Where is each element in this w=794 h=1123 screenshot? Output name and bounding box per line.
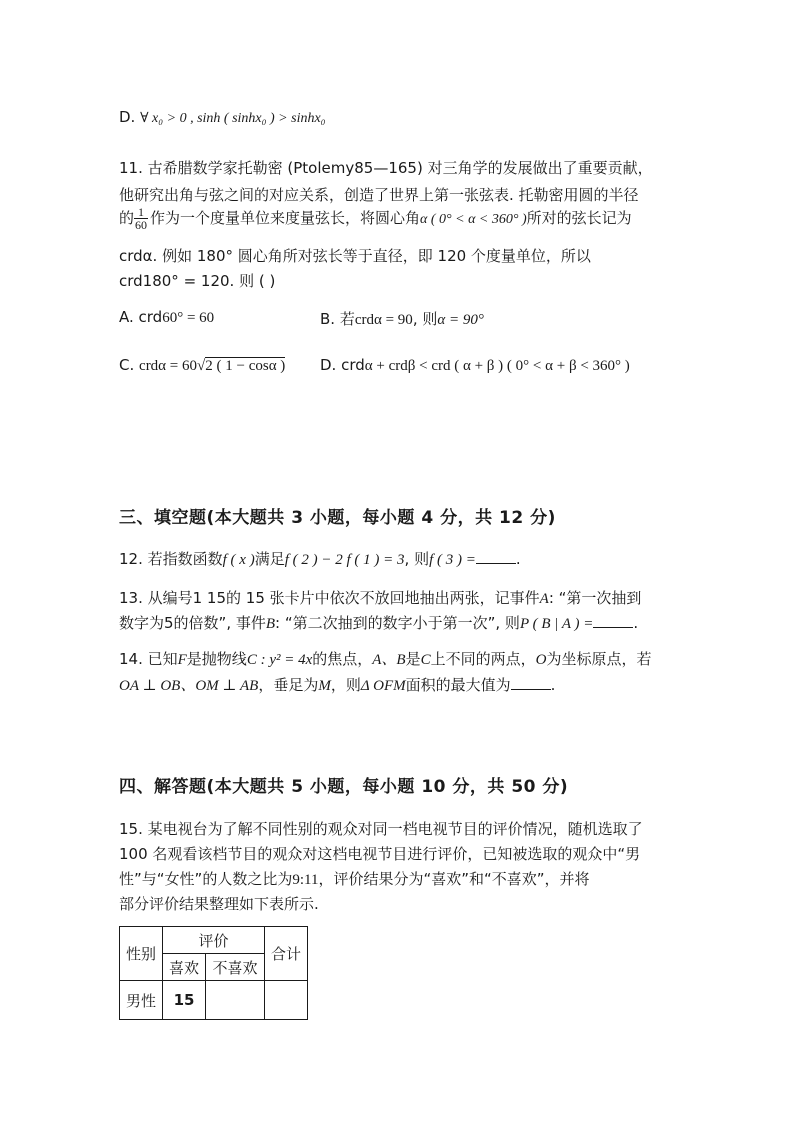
header-total: 合计 <box>265 927 308 981</box>
q14-line-1 <box>119 648 652 669</box>
math: f ( x ) <box>222 552 255 568</box>
q11-line-3 <box>119 206 632 231</box>
text: . <box>515 550 521 568</box>
q13-line-2 <box>119 612 638 633</box>
option-label: A. crd <box>119 308 163 326</box>
text: , 则 <box>412 310 438 328</box>
text: . <box>633 614 639 632</box>
q13-line-1 <box>119 587 641 608</box>
fraction <box>134 206 148 231</box>
text: 满足 <box>254 550 285 568</box>
header-evaluation: 评价 <box>163 927 265 954</box>
text: 是 <box>405 650 421 668</box>
math: M <box>318 678 331 694</box>
header-like: 喜欢 <box>163 954 206 981</box>
text: 为坐标原点，若 <box>546 650 652 668</box>
q11-line-5: crd180° = 120. 则 ( ) <box>119 272 276 290</box>
q15-line-2: 100 名观看该档节目的观众对这档电视节目进行评价，已知被选取的观众中“男 <box>119 845 641 863</box>
option-math: α = 90° <box>437 312 484 328</box>
text: : “第二次抽到的数字小于第一次”, 则 <box>275 614 520 632</box>
text: 的焦点， <box>312 650 373 668</box>
text: 是抛物线 <box>186 650 247 668</box>
q14-line-2 <box>119 674 555 695</box>
evaluation-table <box>119 926 308 1020</box>
option-math: α + crdβ < crd ( α + β ) ( 0° < α + β < 360° ) <box>364 358 630 374</box>
option-math: crdα = 60 <box>139 358 198 374</box>
cell-like: 15 <box>163 981 206 1020</box>
fraction-numerator: 1 <box>134 206 148 219</box>
sqrt-sign: √ <box>197 358 206 374</box>
text: 12. 若指数函数 <box>119 550 223 568</box>
answer-blank <box>476 549 516 564</box>
q10-option-d <box>119 108 326 127</box>
text: 上不同的两点， <box>430 650 536 668</box>
option-math: ∀ x₀ > 0 , sinh ( sinhx₀ ) > sinhx₀ <box>140 111 326 126</box>
text: , 则 <box>404 550 430 568</box>
ratio: 9:11 <box>292 872 319 888</box>
text: 的 <box>119 209 135 227</box>
cell-dislike <box>206 981 265 1020</box>
text: 14. 已知 <box>119 650 178 668</box>
q11-line-4: crdα. 例如 180° 圆心角所对弦长等于直径，即 120 个度量单位，所以 <box>119 247 591 265</box>
option-label: C. <box>119 356 135 374</box>
text: ，评价结果分为“喜欢”和“不喜欢”，并将 <box>318 870 590 888</box>
answer-blank <box>593 613 633 628</box>
sqrt-content: 2 ( 1 − cosα ) <box>205 358 286 374</box>
row-gender: 男性 <box>120 981 163 1020</box>
option-math: crdα = 90 <box>354 312 413 328</box>
section-4-heading: 四、解答题(本大题共 5 小题，每小题 10 分，共 50 分) <box>119 777 569 797</box>
math: C <box>420 652 431 668</box>
text: 性”与“女性”的人数之比为 <box>119 870 293 888</box>
option-math: 60° = 60 <box>162 310 215 326</box>
answer-blank <box>511 675 551 690</box>
cell-total <box>265 981 308 1020</box>
text: 所对的弦长记为 <box>526 209 632 227</box>
math: A、B <box>372 652 406 668</box>
math: Δ OFM <box>360 678 406 694</box>
q11-line-2: 他研究出角与弦之间的对应关系，创造了世界上第一张弦表. 托勒密用圆的半径 <box>119 186 639 204</box>
math: P ( B | A ) = <box>519 616 594 632</box>
q11-option-b <box>320 308 484 329</box>
section-3-heading: 三、填空题(本大题共 3 小题，每小题 4 分，共 12 分) <box>119 508 556 528</box>
math: B <box>265 616 276 632</box>
q15-line-4: 部分评价结果整理如下表所示. <box>119 895 319 913</box>
math: f ( 3 ) = <box>429 552 476 568</box>
q11-option-c <box>119 356 285 375</box>
option-label: B. 若 <box>320 310 355 328</box>
math: OA ⊥ OB、OM ⊥ AB <box>119 678 259 694</box>
text: : “第一次抽到 <box>548 589 642 607</box>
text: 面积的最大值为 <box>405 676 511 694</box>
q11-option-a <box>119 308 214 327</box>
fraction-denominator: 60 <box>135 218 148 232</box>
q11-option-d <box>320 356 630 375</box>
header-dislike: 不喜欢 <box>206 954 265 981</box>
option-label: D. <box>119 108 136 126</box>
math: A <box>539 591 549 607</box>
text: . <box>550 676 556 694</box>
math: C : y² = 4x <box>246 652 313 668</box>
text: ，则 <box>330 676 361 694</box>
q15-line-3 <box>119 868 590 889</box>
text: 数字为5的倍数”, 事件 <box>119 614 266 632</box>
text: ，垂足为 <box>258 676 319 694</box>
q11-line-1: 11. 古希腊数学家托勒密 (Ptolemy85—165) 对三角学的发展做出了重要贡献， <box>119 159 653 177</box>
header-gender: 性别 <box>120 927 163 981</box>
q15-line-1: 15. 某电视台为了解不同性别的观众对同一档电视节目的评价情况，随机选取了 <box>119 820 643 838</box>
text: 作为一个度量单位来度量弦长，将圆心角 <box>150 209 421 227</box>
math: f ( 2 ) − 2 f ( 1 ) = 3 <box>284 552 405 568</box>
math: F <box>177 652 187 668</box>
text: 13. 从编号1 15的 15 张卡片中依次不放回地抽出两张，记事件 <box>119 589 540 607</box>
angle-range: α ( 0° < α < 360° ) <box>420 212 527 227</box>
q12 <box>119 548 521 569</box>
math: O <box>535 652 547 668</box>
option-label: D. crd <box>320 356 365 374</box>
